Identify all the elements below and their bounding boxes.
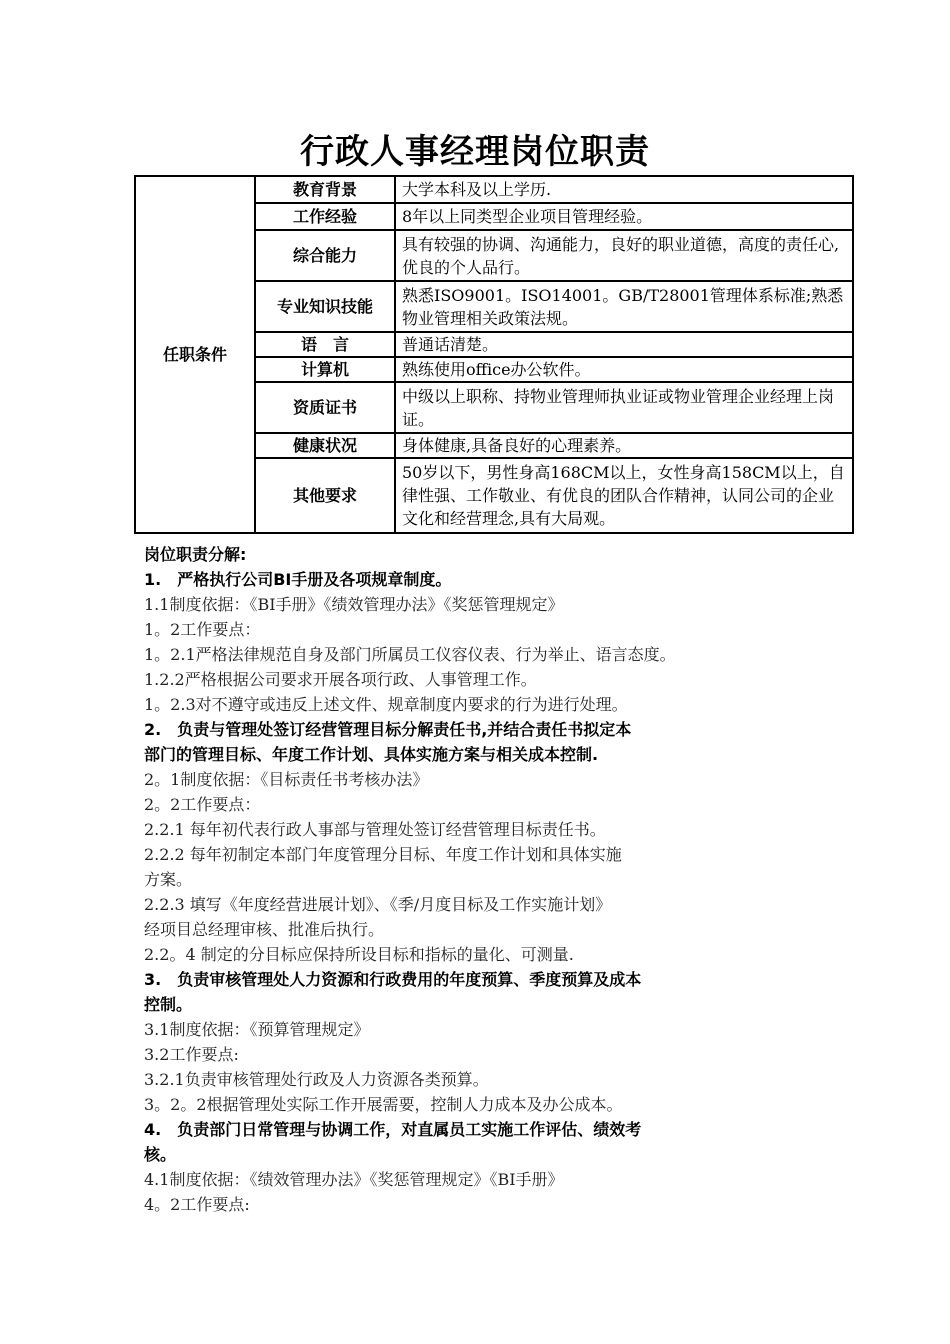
requirement-label: 工作经验 [255, 203, 395, 230]
duty-heading-line: 部门的管理目标、年度工作计划、具体实施方案与相关成本控制. [144, 745, 599, 764]
requirement-value: 8年以上同类型企业项目管理经验。 [395, 203, 853, 230]
duty-detail-line: 3.2.1负责审核管理处行政及人力资源各类预算。 [144, 1070, 489, 1089]
duty-detail-line: 2。1制度依据：《目标责任书考核办法》 [144, 770, 429, 789]
duty-detail-line: 方案。 [144, 870, 193, 889]
requirement-value: 熟练使用office办公软件。 [395, 357, 853, 382]
duty-detail-line: 3。2。2根据管理处实际工作开展需要，控制人力成本及办公成本。 [144, 1095, 623, 1114]
duty-detail-line: 1。2.1严格法律规范自身及部门所属员工仪容仪表、行为举止、语言态度。 [144, 645, 676, 664]
duty-detail-line: 4。2工作要点: [144, 1195, 250, 1214]
duty-detail-line: 2.2.3 填写《年度经营进展计划》、《季/月度目标及工作实施计划》 [144, 895, 612, 914]
requirement-value: 具有较强的协调、沟通能力，良好的职业道德，高度的责任心,优良的个人品行。 [395, 230, 853, 281]
duty-detail-line: 2。2工作要点： [144, 795, 261, 814]
duty-detail-line: 2.2.1 每年初代表行政人事部与管理处签订经营管理目标责任书。 [144, 820, 606, 839]
requirement-value: 熟悉ISO9001。ISO14001。GB/T28001管理体系标准;熟悉物业管理相关政策法规。 [395, 281, 853, 332]
section-label: 任职条件 [135, 176, 255, 533]
duty-detail-line: 2.2。4 制定的分目标应保持所设目标和指标的量化、可测量. [144, 945, 574, 964]
duties-heading: 岗位职责分解: [144, 545, 247, 564]
requirement-label: 资质证书 [255, 382, 395, 433]
requirement-value: 身体健康,具备良好的心理素养。 [395, 433, 853, 458]
duty-heading-line: 1. 严格执行公司BI手册及各项规章制度。 [144, 570, 452, 589]
duties-section [144, 542, 784, 1217]
requirement-value: 50岁以下，男性身高168CM以上，女性身高158CM以上，自律性强、工作敬业、有优良的团队合作精神，认同公司的企业文化和经营理念,具有大局观。 [395, 458, 853, 533]
requirement-row [135, 176, 853, 203]
requirement-label: 教育背景 [255, 176, 395, 203]
requirement-label: 专业知识技能 [255, 281, 395, 332]
duty-heading-line: 2. 负责与管理处签订经营管理目标分解责任书,并结合责任书拟定本 [144, 720, 632, 739]
requirement-label: 计算机 [255, 357, 395, 382]
duty-detail-line: 2.2.2 每年初制定本部门年度管理分目标、年度工作计划和具体实施 [144, 845, 622, 864]
duty-detail-line: 3.1制度依据：《预算管理规定》 [144, 1020, 370, 1039]
duty-heading-line: 控制。 [144, 995, 193, 1014]
requirement-label: 综合能力 [255, 230, 395, 281]
requirements-table [134, 175, 854, 534]
duty-heading-line: 3. 负责审核管理处人力资源和行政费用的年度预算、季度预算及成本 [144, 970, 642, 989]
duties-lines [144, 567, 784, 1217]
duty-detail-line: 经项目总经理审核、批准后执行。 [144, 920, 385, 939]
requirement-label: 健康状况 [255, 433, 395, 458]
duty-detail-line: 1.2.2严格根据公司要求开展各项行政、人事管理工作。 [144, 670, 537, 689]
requirement-value: 大学本科及以上学历. [395, 176, 853, 203]
duty-detail-line: 1。2工作要点： [144, 620, 261, 639]
duty-detail-line: 3.2工作要点: [144, 1045, 239, 1064]
duty-detail-line: 1.1制度依据：《BI手册》《绩效管理办法》《奖惩管理规定》 [144, 595, 564, 614]
requirement-value: 普通话清楚。 [395, 332, 853, 357]
page-title: 行政人事经理岗位职责 [300, 132, 650, 172]
duty-detail-line: 4.1制度依据：《绩效管理办法》《奖惩管理规定》《BI手册》 [144, 1170, 564, 1189]
requirement-value: 中级以上职称、持物业管理师执业证或物业管理企业经理上岗证。 [395, 382, 853, 433]
duty-detail-line: 1。2.3对不遵守或违反上述文件、规章制度内要求的行为进行处理。 [144, 695, 628, 714]
duty-heading-line: 核。 [144, 1145, 177, 1164]
requirement-label: 其他要求 [255, 458, 395, 533]
duty-heading-line: 4. 负责部门日常管理与协调工作，对直属员工实施工作评估、绩效考 [144, 1120, 642, 1139]
requirement-label: 语 言 [255, 332, 395, 357]
